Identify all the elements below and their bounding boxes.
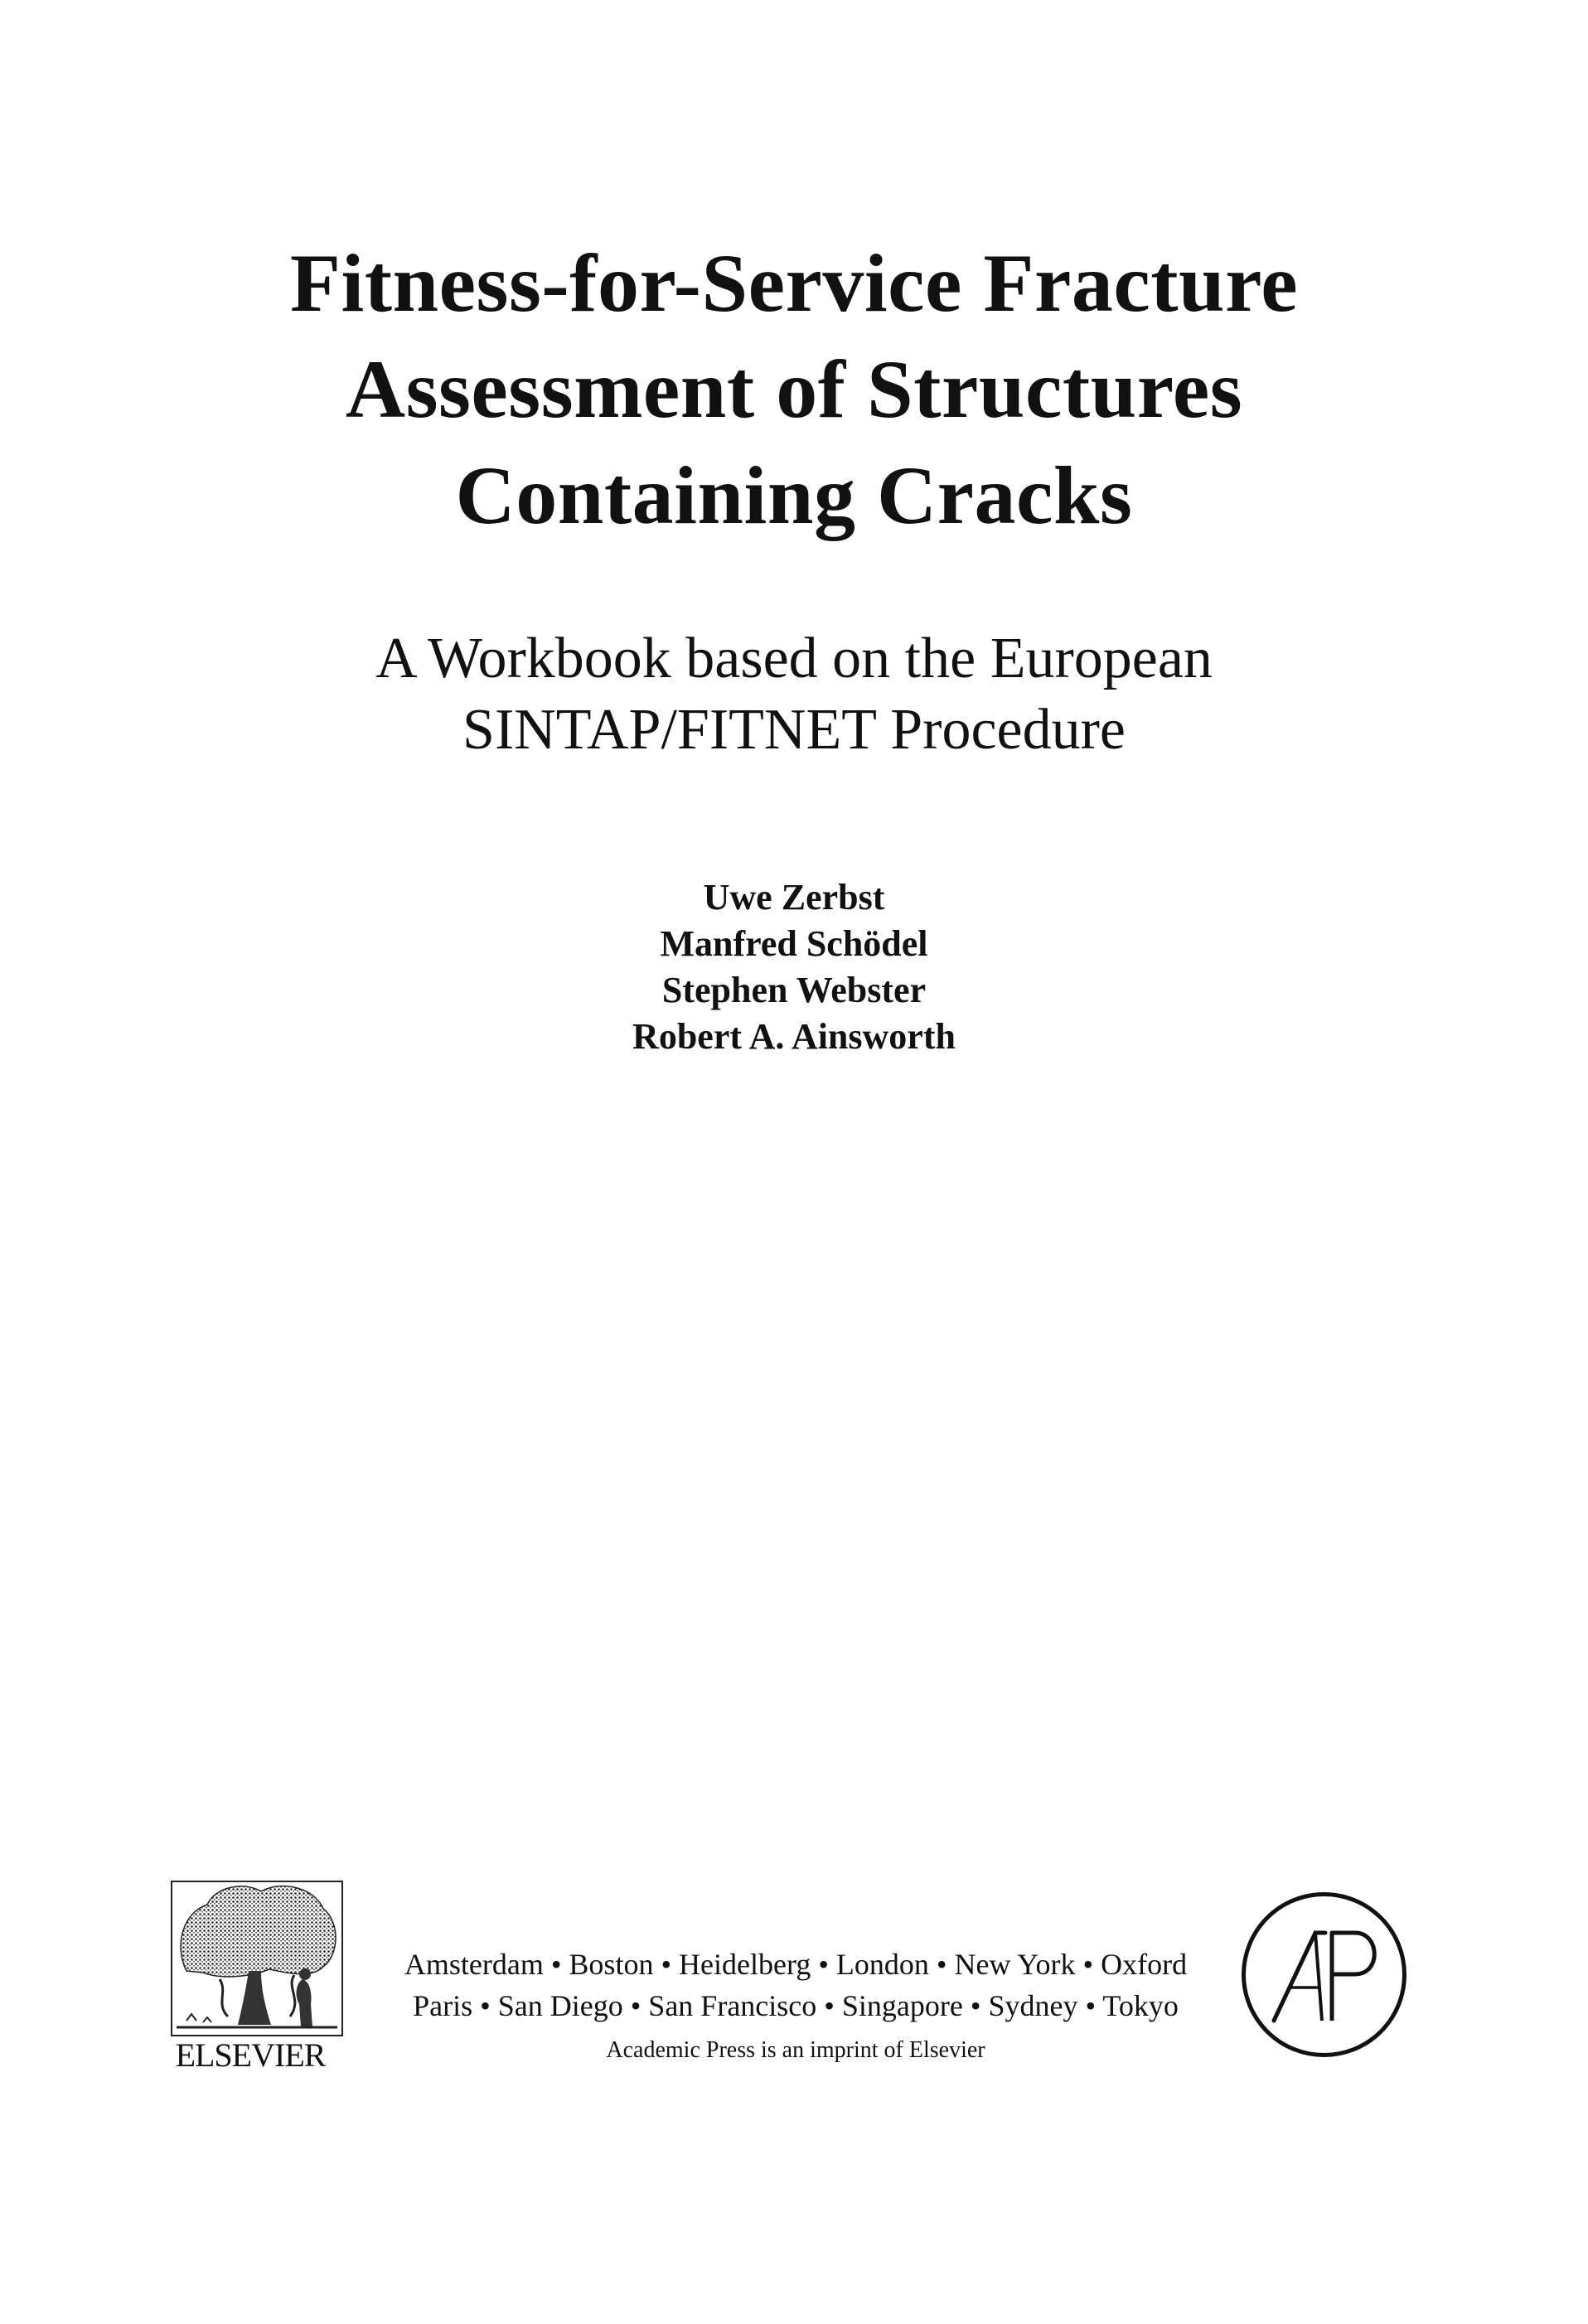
- author-name: Uwe Zerbst: [703, 877, 885, 917]
- subtitle-line-1: A Workbook based on the European: [375, 627, 1213, 690]
- publisher-cities: [348, 1944, 1243, 2026]
- subtitle-line-2: SINTAP/FITNET Procedure: [462, 698, 1126, 762]
- cities-line-2: Paris • San Diego • San Francisco • Singapore • Sydney • Tokyo: [413, 1989, 1179, 2022]
- title-line-3: Containing Cracks: [455, 449, 1133, 541]
- book-title: [0, 230, 1588, 549]
- book-subtitle: [0, 623, 1588, 766]
- author-name: Robert A. Ainsworth: [632, 1016, 956, 1057]
- title-line-2: Assessment of Structures: [345, 343, 1243, 435]
- elsevier-tree-logo-icon: [170, 1880, 344, 2037]
- author-name: Manfred Schödel: [660, 923, 928, 964]
- author-name: Stephen Webster: [661, 970, 927, 1010]
- author-list: [0, 874, 1588, 1060]
- imprint-note: Academic Press is an imprint of Elsevier: [606, 2037, 985, 2063]
- cities-line-1: Amsterdam • Boston • Heidelberg • London • New York • Oxford: [404, 1948, 1188, 1981]
- title-line-1: Fitness-for-Service Fracture: [289, 237, 1299, 329]
- elsevier-wordmark: ELSEVIER: [175, 2036, 326, 2074]
- academic-press-circle-logo-icon: [1239, 1890, 1409, 2060]
